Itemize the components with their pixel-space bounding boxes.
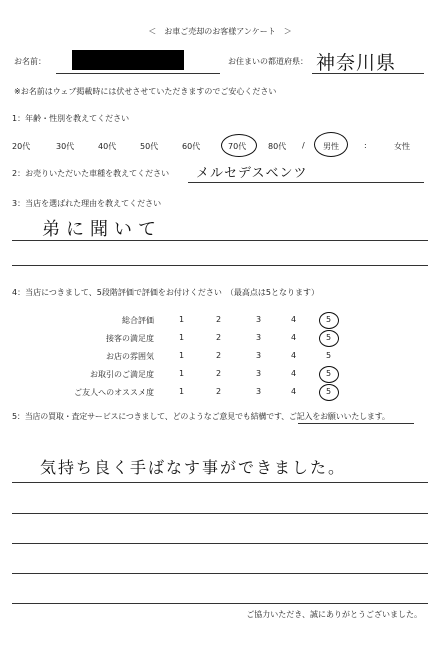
footer-thanks: ご協力いただき、誠にありがとうございました。: [246, 610, 422, 619]
page-title: ＜ お車ご売却のお客様アンケート ＞: [148, 27, 292, 36]
rating-scale-value: 2: [216, 369, 222, 378]
rating-selection-circle: [319, 384, 339, 401]
rating-row: [0, 333, 440, 345]
age-selection-circle: [221, 134, 257, 157]
rating-scale-value: 5: [326, 333, 332, 342]
rating-row: [0, 369, 440, 381]
name-label: お名前：: [14, 57, 46, 66]
rating-row: [0, 315, 440, 327]
rating-scale-value: 1: [179, 387, 185, 396]
rating-row: [0, 387, 440, 399]
rating-label: 接客の満足度: [106, 334, 154, 343]
rating-scale-value: 4: [291, 369, 297, 378]
age-option: 20代: [12, 142, 31, 151]
rating-scale-value: 2: [216, 333, 222, 342]
age-option: 40代: [98, 142, 117, 151]
age-option: 60代: [182, 142, 201, 151]
redacted-name: [72, 50, 184, 70]
rating-label: お取引のご満足度: [90, 370, 154, 379]
rating-scale-value: 1: [179, 351, 185, 360]
rating-scale-value: 3: [256, 351, 262, 360]
rating-scale-value: 5: [326, 315, 332, 324]
age-option-selected: 70代: [228, 142, 247, 151]
q5-line-5: [12, 603, 428, 604]
rating-label: お店の雰囲気: [106, 352, 154, 361]
age-option: 50代: [140, 142, 159, 151]
gender-separator: /: [302, 141, 305, 150]
rating-label: ご友人へのオススメ度: [74, 388, 154, 397]
rating-scale-value: 5: [326, 387, 332, 396]
rating-selection-circle: [319, 312, 339, 329]
q3-answer: 弟に聞いて: [42, 219, 162, 240]
rating-selection-circle: [319, 330, 339, 347]
rating-scale-value: 1: [179, 315, 185, 324]
q5-line-3: [12, 543, 428, 544]
rating-scale-value: 3: [256, 333, 262, 342]
rating-scale-value: 4: [291, 315, 297, 324]
prefecture-answer: 神奈川県: [316, 52, 397, 74]
q5-label: 5：当店の買取・査定サービスにつきまして、どのようなご意見でも結構です、ご記入をお願いいたします。: [12, 412, 390, 421]
q4-label: 4：当店につきまして、5段階評価で評価をお付けください （最高点は5となります）: [12, 288, 319, 297]
rating-scale-value: 4: [291, 351, 297, 360]
rating-scale-value: 3: [256, 315, 262, 324]
rating-scale-value: 1: [179, 369, 185, 378]
rating-row: [0, 351, 440, 363]
q5-label-underline: [298, 423, 414, 424]
q5-line-1: [12, 482, 428, 483]
q5-line-2: [12, 513, 428, 514]
q3-label: 3：当店を選ばれた理由を教えてください: [12, 199, 162, 208]
q2-answer: メルセデスベンツ: [196, 166, 308, 181]
name-underline: [56, 73, 220, 74]
rating-scale-value: 1: [179, 333, 185, 342]
rating-scale-value: 4: [291, 333, 297, 342]
prefecture-label: お住まいの都道府県：: [228, 57, 308, 66]
gender-colon: :: [364, 141, 367, 150]
gender-option: 女性: [394, 142, 410, 151]
q5-answer: 気持ち良く手ばなす事ができました。: [40, 458, 347, 477]
rating-scale-value: 3: [256, 369, 262, 378]
gender-selection-circle: [314, 132, 348, 157]
rating-scale-value: 3: [256, 387, 262, 396]
q1-label: 1：年齢・性別を教えてください: [12, 114, 130, 123]
rating-scale-value: 5: [326, 369, 332, 378]
rating-scale-value: 5: [326, 351, 332, 360]
age-option: 30代: [56, 142, 75, 151]
q5-line-4: [12, 573, 428, 574]
rating-selection-circle: [319, 366, 339, 383]
prefecture-underline: [312, 73, 424, 74]
q3-line-1: [12, 240, 428, 241]
q3-line-2: [12, 265, 428, 266]
age-option: 80代: [268, 142, 287, 151]
q2-underline: [188, 182, 424, 183]
rating-scale-value: 2: [216, 315, 222, 324]
q2-label: 2：お売りいただいた車種を教えてください: [12, 169, 170, 178]
gender-option-selected: 男性: [323, 142, 339, 151]
rating-scale-value: 2: [216, 351, 222, 360]
consent-note: ※お名前はウェブ掲載時には伏せさせていただきますのでご安心ください: [14, 87, 277, 96]
rating-scale-value: 4: [291, 387, 297, 396]
rating-label: 総合評価: [122, 316, 154, 325]
rating-scale-value: 2: [216, 387, 222, 396]
